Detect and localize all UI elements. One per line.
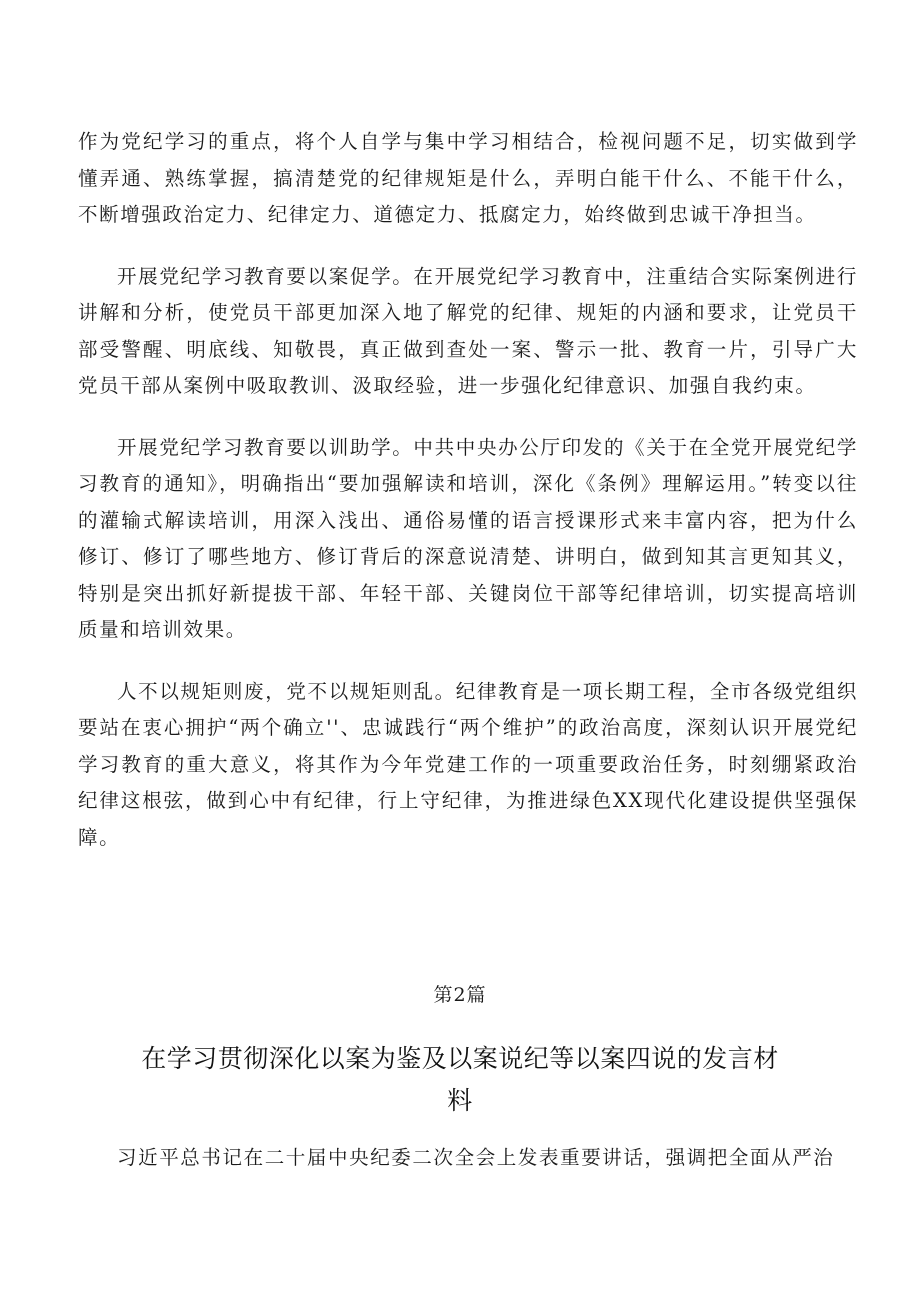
paragraph-5: 习近平总书记在二十届中央纪委二次全会上发表重要讲话，强调把全面从严治: [117, 1146, 835, 1169]
paragraph-1: 作为党纪学习的重点，将个人自学与集中学习相结合，检视问题不足，切实做到学懂弄通、熟练掌握，搞清楚党的纪律规矩是什么，弄明白能干什么、不能干什么，不断增强政治定力、纪律定力、道德定力、抵腐定力，始终做到忠诚干净担当。: [78, 130, 858, 226]
paragraph-2: 开展党纪学习教育要以案促学。在开展党纪学习教育中，注重结合实际案例进行讲解和分析，使党员干部更加深入地了解党的纪律、规矩的内涵和要求，让党员干部受警醒、明底线、知敬畏，真正做到查处一案、警示一批、教育一片，引导广大党员干部从案例中吸取教训、汲取经验，进一步强化纪律意识、加强自我约束。: [78, 264, 858, 397]
section-title: 在学习贯彻深化以案为鉴及以案说纪等以案四说的发言材料: [141, 1044, 779, 1115]
paragraph-4: 人不以规矩则废，党不以规矩则乱。纪律教育是一项长期工程，全市各级党组织要站在衷心拥护“两个确立''、忠诚践行“两个维护”的政治高度，深刻认识开展党纪学习教育的重大意义，将其作为今年党建工作的一项重要政治任务，时刻绷紧政治纪律这根弦，做到心中有纪律，行上守纪律，为推进绿色XX现代化建设提供坚强保障。: [78, 679, 858, 849]
section-label: 第2篇: [433, 984, 487, 1006]
document-body: [78, 124, 858, 856]
paragraph-3: 开展党纪学习教育要以训助学。中共中央办公厅印发的《关于在全党开展党纪学习教育的通知》，明确指出“要加强解读和培训，深化《条例》理解运用。”转变以往的灌输式解读培训，用深入浅出、通俗易懂的语言授课形式来丰富内容，把为什么修订、修订了哪些地方、修订背后的深意说清楚、讲明白，做到知其言更知其义，特别是突出抓好新提拔干部、年轻干部、关键岗位干部等纪律培训，切实提高培训质量和培训效果。: [78, 435, 858, 641]
